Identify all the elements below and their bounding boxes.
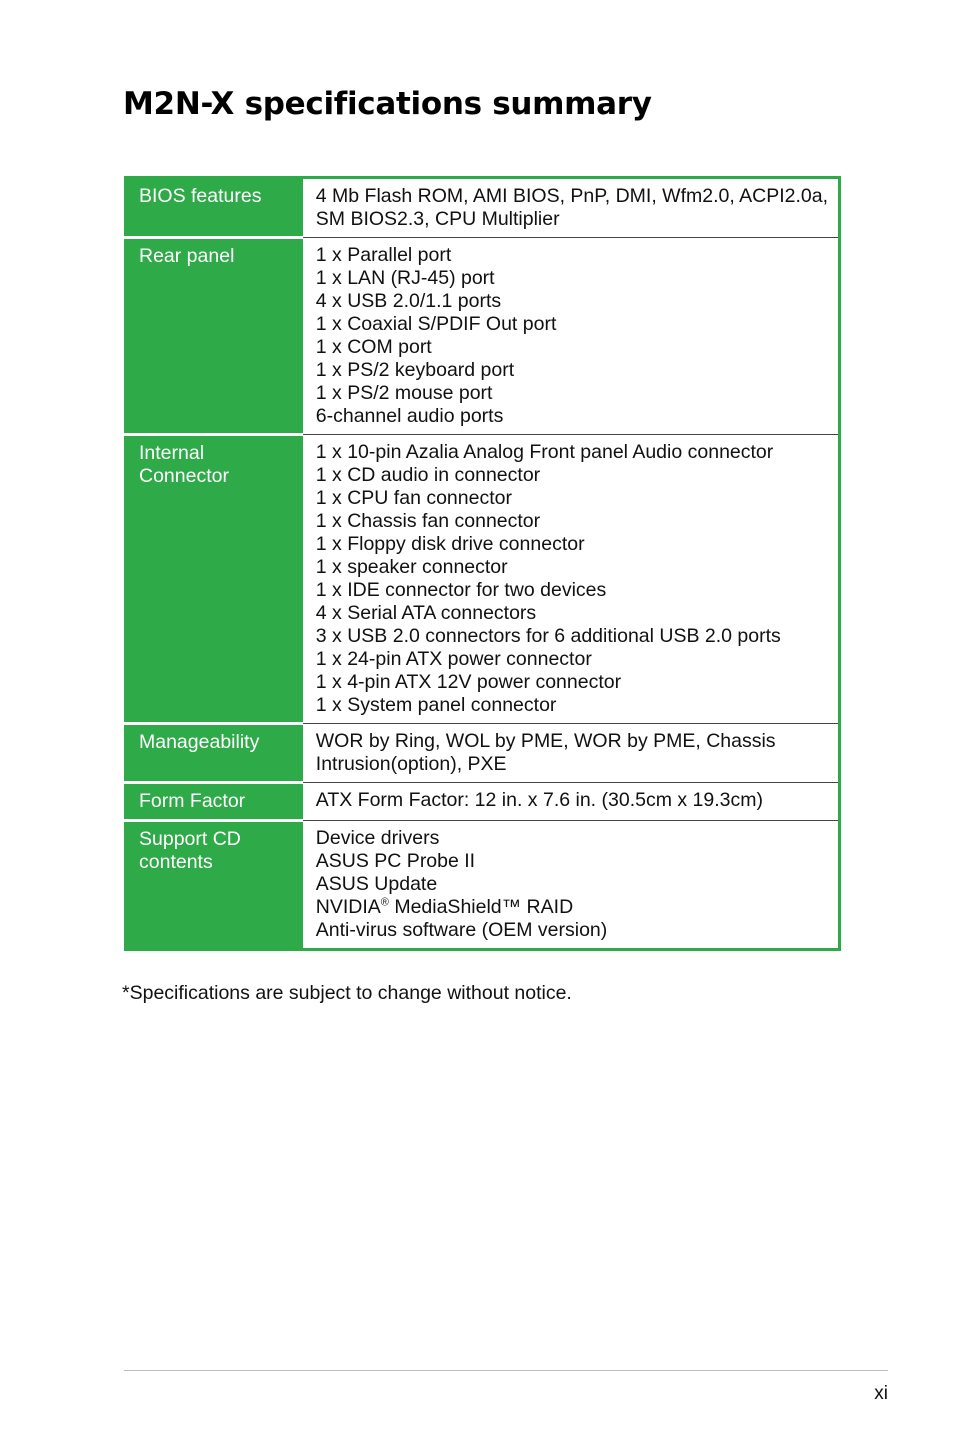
row-label: Manageability (126, 724, 303, 783)
spec-line: 1 x LAN (RJ-45) port (315, 267, 495, 289)
row-value (303, 724, 840, 783)
spec-line: 6-channel audio ports (315, 405, 504, 427)
spec-line: ASUS PC Probe II (315, 850, 476, 872)
spec-line: 1 x IDE connector for two devices (315, 579, 607, 601)
row-value (303, 435, 840, 724)
registered-mark: ® (380, 896, 389, 909)
row-value (303, 821, 840, 950)
row-label: Support CD contents (126, 821, 303, 950)
spec-line: ATX Form Factor: 12 in. x 7.6 in. (30.5cm x 19.3cm) (315, 789, 763, 811)
row-label: Form Factor (126, 783, 303, 821)
spec-line: 1 x PS/2 keyboard port (315, 359, 515, 381)
page-number: xi (874, 1383, 888, 1404)
spec-line: 1 x CPU fan connector (315, 487, 512, 509)
table-row (126, 238, 840, 435)
spec-line: 1 x Parallel port (315, 244, 452, 266)
spec-line: 1 x Coaxial S/PDIF Out port (315, 313, 557, 335)
footer-divider (124, 1370, 888, 1371)
spec-line-nvidia (316, 896, 828, 919)
spec-line: 1 x 4-pin ATX 12V power connector (315, 671, 622, 693)
table-row (126, 435, 840, 724)
spec-line: 1 x PS/2 mouse port (315, 382, 493, 404)
spec-line: 1 x CD audio in connector (315, 464, 541, 486)
spec-line: 1 x 10-pin Azalia Analog Front panel Audio connector (315, 441, 774, 463)
table-row (126, 783, 840, 821)
spec-line: 4 Mb Flash ROM, AMI BIOS, PnP, DMI, Wfm2.0, ACPI2.0a, (315, 185, 828, 207)
table-row (126, 724, 840, 783)
spec-line: SM BIOS2.3, CPU Multiplier (315, 208, 560, 230)
row-value (303, 178, 840, 238)
spec-line: 4 x USB 2.0/1.1 ports (315, 290, 502, 312)
spec-line: 1 x Chassis fan connector (315, 510, 541, 532)
spec-line: ASUS Update (315, 873, 438, 895)
row-label: Internal Connector (126, 435, 303, 724)
spec-line: 4 x Serial ATA connectors (315, 602, 537, 624)
row-label: Rear panel (126, 238, 303, 435)
spec-line: 1 x COM port (315, 336, 432, 358)
page-title: M2N-X specifications summary (123, 86, 652, 122)
spec-line: 1 x speaker connector (315, 556, 508, 578)
row-value (303, 238, 840, 435)
spec-line: Anti-virus software (OEM version) (315, 919, 608, 941)
spec-line: 1 x 24-pin ATX power connector (315, 648, 592, 670)
row-value (303, 783, 840, 821)
nvidia-brand: NVIDIA (315, 896, 381, 918)
table-row (126, 178, 840, 238)
table-row (126, 821, 840, 950)
row-label: BIOS features (126, 178, 303, 238)
specifications-table (124, 176, 841, 951)
footnote: *Specifications are subject to change without notice. (122, 982, 572, 1004)
spec-line: WOR by Ring, WOL by PME, WOR by PME, Chassis (315, 730, 776, 752)
spec-line: Intrusion(option), PXE (315, 753, 507, 775)
nvidia-product: MediaShield™ RAID (388, 896, 574, 918)
spec-line: Device drivers (315, 827, 440, 849)
spec-line: 3 x USB 2.0 connectors for 6 additional USB 2.0 ports (315, 625, 781, 647)
spec-line: 1 x System panel connector (315, 694, 557, 716)
spec-line: 1 x Floppy disk drive connector (315, 533, 585, 555)
